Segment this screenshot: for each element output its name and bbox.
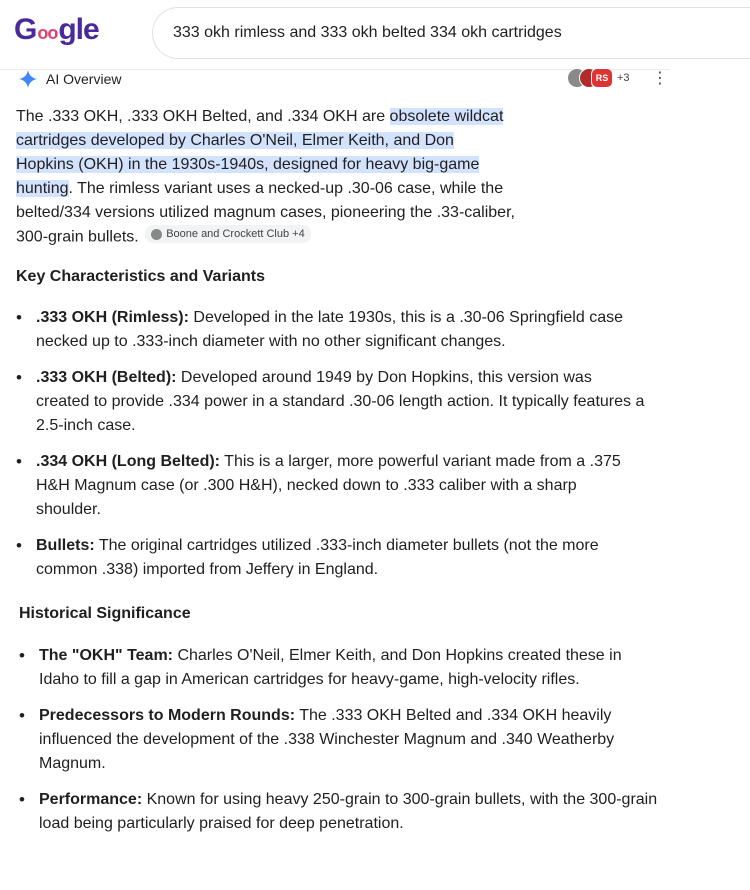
list-item-term: .333 OKH (Belted): [36, 369, 177, 386]
search-input[interactable] [173, 24, 733, 42]
summary-text-1: The .333 OKH, .333 OKH Belted, and .334 OKH are [16, 108, 390, 125]
list-item [19, 788, 659, 836]
citation-chip[interactable] [145, 225, 311, 243]
list-item-text: The original cartridges utilized .333-inch diameter bullets (not the more common .338) imported from Jeffery in England. [36, 537, 599, 578]
list-item [16, 450, 646, 522]
list-item-text: This is a larger, more powerful variant made from a .375 H&H Magnum case (or .300 H&H), necked down to .333 caliber with a sharp shoulder. [36, 453, 621, 518]
sparkle-icon [18, 69, 38, 89]
section-heading-key-characteristics: Key Characteristics and Variants [16, 268, 266, 285]
section-heading-historical-significance: Historical Significance [19, 605, 191, 622]
list-item [19, 704, 659, 776]
list-item-text: Developed around 1949 by Don Hopkins, this version was created to provide .334 power in a standard .30-06 length action. It typically features a 2.5-inch case. [36, 369, 645, 434]
overview-summary [16, 105, 516, 250]
summary-highlight: obsolete wildcat cartridges developed by Charles O'Neil, Elmer Keith, and Don Hopkins (OKH) in the 1930s-1940s, designed for heavy big-game hunting [16, 108, 504, 197]
list-item-term: .334 OKH (Long Belted): [36, 453, 221, 470]
list-item-term: Predecessors to Modern Rounds: [39, 707, 296, 724]
list-item-term: The "OKH" Team: [39, 647, 173, 664]
logo-last-letters: gle [58, 13, 99, 46]
list-item-text: Charles O'Neil, Elmer Keith, and Don Hopkins created these in Idaho to fill a gap in American cartridges for heavy-game, high-velocity rifles. [39, 647, 622, 688]
source-favicon-icon [151, 229, 162, 240]
logo-doodle: oo [37, 23, 58, 43]
ai-overview-label: AI Overview [46, 71, 122, 87]
historical-significance-list [19, 644, 659, 848]
search-box[interactable] [152, 7, 750, 59]
list-item-term: .333 OKH (Rimless): [36, 309, 189, 326]
list-item-text: Developed in the late 1930s, this is a .30-06 Springfield case necked up to .333-inch diameter with no other significant changes. [36, 309, 623, 350]
google-logo[interactable] [14, 10, 99, 50]
citation-chip-label: Boone and Crockett Club +4 [166, 228, 305, 240]
list-item [19, 644, 659, 692]
list-item [16, 366, 646, 438]
logo-first-letter: G [14, 13, 37, 46]
list-item-text: Known for using heavy 250-grain to 300-grain bullets, with the 300-grain load being particularly praised for deep penetration. [39, 791, 658, 832]
summary-text-2: . The rimless variant uses a necked-up .30-06 case, while the belted/334 versions utilized magnum cases, pioneering the .33-caliber, 300-grain bullets. [16, 180, 515, 246]
source-icons[interactable] [567, 68, 630, 88]
key-characteristics-list [16, 306, 646, 594]
list-item [16, 534, 646, 582]
list-item-text: The .333 OKH Belted and .334 OKH heavily influenced the development of the .338 Winchester Magnum and .340 Weatherby Magnum. [39, 707, 615, 772]
top-bar [0, 0, 750, 66]
sources-more-count[interactable]: +3 [617, 72, 630, 84]
list-item [16, 306, 646, 354]
list-item-term: Bullets: [36, 537, 95, 554]
more-options-icon[interactable]: ⋮ [652, 70, 668, 87]
source-icon-3[interactable]: RS [591, 68, 613, 88]
list-item-term: Performance: [39, 791, 143, 808]
ai-overview-header [18, 68, 121, 90]
